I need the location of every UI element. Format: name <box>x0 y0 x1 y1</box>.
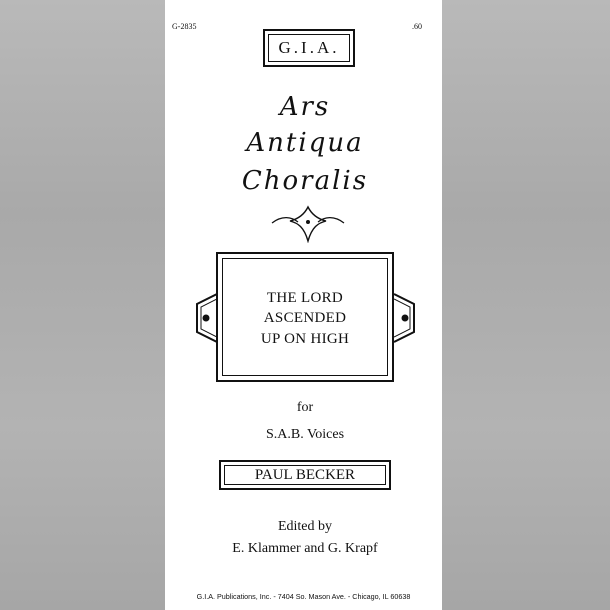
frame-handle-right <box>394 288 418 348</box>
frame-handle-left <box>193 288 217 348</box>
title-line-1: THE LORD <box>266 290 344 306</box>
catalog-number: G-2835 <box>172 22 197 31</box>
title-line-2: ASCENDED <box>263 310 347 326</box>
price: .60 <box>412 22 422 31</box>
right-gray-margin <box>442 0 610 610</box>
composer-box <box>219 460 391 490</box>
publisher-logo: G.I.A. <box>278 38 340 57</box>
series-title-line-2: Antiqua <box>246 128 364 158</box>
composer-name: PAUL BECKER <box>254 466 356 483</box>
publisher-address: G.I.A. Publications, Inc. - 7404 So. Mason Ave. - Chicago, IL 60638 <box>196 592 411 601</box>
voicing: S.A.B. Voices <box>265 427 345 442</box>
edited-by-label: Edited by <box>277 519 333 534</box>
left-gray-margin <box>0 0 165 610</box>
publisher-logo-box <box>263 29 355 67</box>
for-label: for <box>296 400 314 415</box>
series-title-line-1: Ars <box>279 92 331 122</box>
editors: E. Klammer and G. Krapf <box>232 541 378 556</box>
flourish-ornament <box>268 205 348 243</box>
series-title-line-3: Choralis <box>241 166 369 196</box>
title-line-3: UP ON HIGH <box>260 331 350 347</box>
